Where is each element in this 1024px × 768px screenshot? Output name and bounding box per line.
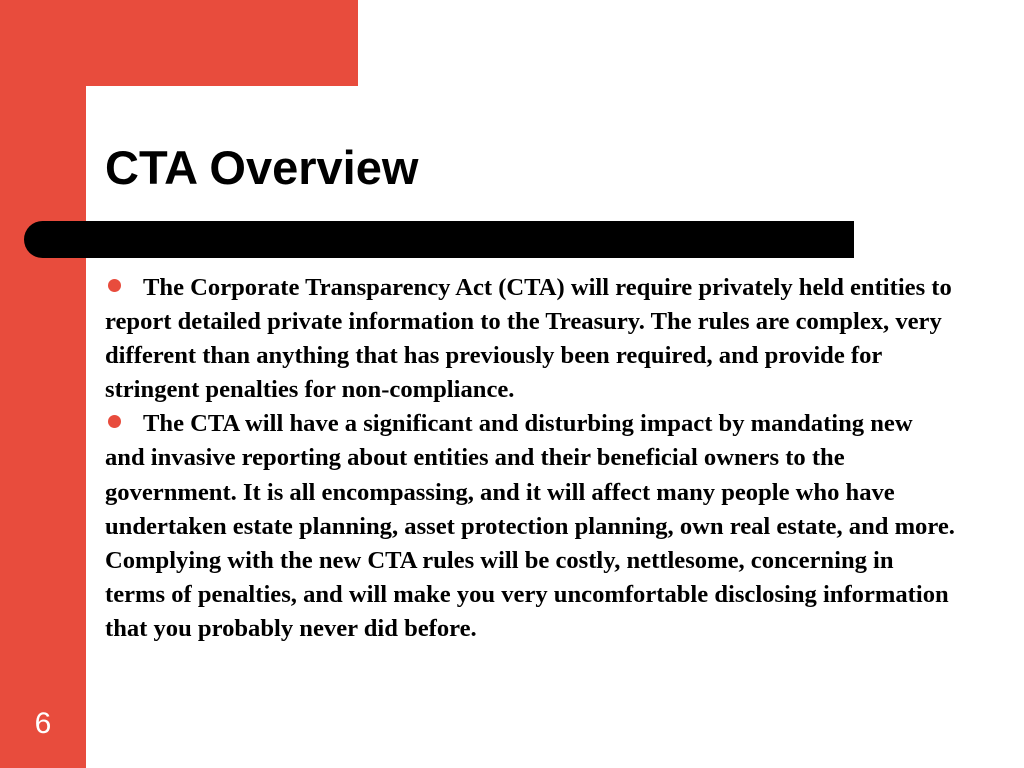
bullet-item <box>105 407 955 646</box>
page-number: 6 <box>34 707 52 740</box>
accent-bar-left <box>0 0 86 768</box>
bullet-text: The CTA will have a significant and disturbing impact by mandating new and invasive reporting about entities and their beneficial owners to the government. It is all encompassing, and it will affect many people who have undertaken estate planning, asset protection planning, own real estate, and more. Complying with the new CTA rules will be costly, nettlesome, concerning in terms of penalties, and will make you very uncomfortable disclosing information that you probably never did before. <box>105 410 955 642</box>
bullet-icon <box>108 415 121 428</box>
slide-body <box>105 271 955 646</box>
title-divider <box>24 221 854 258</box>
slide-title: CTA Overview <box>105 141 419 194</box>
bullet-item <box>105 271 955 407</box>
bullet-icon <box>108 279 121 292</box>
bullet-text: The Corporate Transparency Act (CTA) will require privately held entities to report detailed private information to the Treasury. The rules are complex, very different than anything that has previously been required, and provide for stringent penalties for non-compliance. <box>105 274 952 404</box>
accent-bar-top <box>0 0 358 86</box>
